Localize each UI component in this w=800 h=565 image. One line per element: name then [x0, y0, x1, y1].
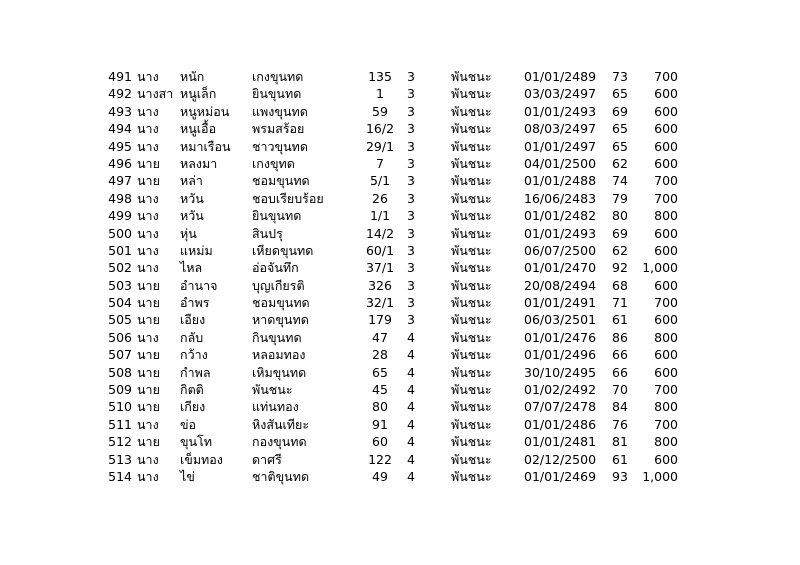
village-name: พันชนะ — [451, 468, 492, 484]
row-number: 508 — [108, 364, 132, 380]
row-number: 503 — [108, 277, 132, 293]
surname: แพงขุนทด — [252, 103, 308, 119]
title-prefix: นาง — [137, 329, 159, 345]
table-row — [0, 68, 800, 85]
village-name: พันชนะ — [451, 260, 492, 276]
title-prefix: นาง — [137, 190, 159, 206]
house-number: 59 — [372, 103, 388, 119]
title-prefix: นาง — [137, 69, 159, 84]
age: 71 — [612, 295, 628, 311]
age: 93 — [612, 468, 628, 484]
first-name: กำพล — [180, 364, 211, 380]
village-name: พันชนะ — [451, 69, 492, 84]
house-number: 1/1 — [369, 208, 391, 224]
allowance-amount: 700 — [654, 69, 678, 84]
allowance-amount: 600 — [654, 155, 678, 171]
village-name: พันชนะ — [451, 399, 492, 415]
birth-date: 01/02/2492 — [524, 382, 597, 398]
birth-date: 03/03/2497 — [524, 86, 597, 102]
age: 84 — [612, 399, 628, 415]
surname: เกงขุนทด — [252, 69, 304, 84]
title-prefix: นาย — [137, 347, 160, 363]
surname: หลอมทอง — [252, 347, 306, 363]
first-name: หล่า — [180, 173, 203, 189]
age: 74 — [612, 173, 628, 189]
allowance-amount: 1,000 — [642, 260, 678, 276]
age: 70 — [612, 382, 628, 398]
table-row — [0, 155, 800, 172]
village-moo: 3 — [407, 155, 415, 171]
title-prefix: นาย — [137, 382, 160, 398]
age: 65 — [612, 138, 628, 154]
village-name: พันชนะ — [451, 382, 492, 398]
row-number: 493 — [108, 103, 132, 119]
house-number: 47 — [372, 329, 388, 345]
village-name: พันชนะ — [451, 208, 492, 224]
village-moo: 4 — [407, 451, 415, 467]
village-moo: 4 — [407, 347, 415, 363]
table-row — [0, 381, 800, 398]
birth-date: 07/07/2478 — [524, 399, 597, 415]
village-name: พันชนะ — [451, 329, 492, 345]
table-row — [0, 398, 800, 415]
row-number: 500 — [108, 225, 132, 241]
table-row — [0, 120, 800, 137]
surname: ชอมขุนทด — [252, 173, 310, 189]
surname: พรมสร้อย — [252, 121, 305, 137]
surname: สินปรุ — [252, 225, 283, 241]
title-prefix: นาย — [137, 312, 160, 328]
table-row — [0, 416, 800, 433]
birth-date: 06/03/2501 — [524, 312, 597, 328]
row-number: 496 — [108, 155, 132, 171]
age: 69 — [612, 225, 628, 241]
title-prefix: นาย — [137, 295, 160, 311]
row-number: 509 — [108, 382, 132, 398]
allowance-amount: 600 — [654, 242, 678, 258]
first-name: ขุนโท — [180, 434, 213, 450]
first-name: ข่อ — [180, 416, 197, 432]
first-name: หนูหม่อน — [180, 103, 230, 119]
allowance-amount: 600 — [654, 103, 678, 119]
house-number: 5/1 — [369, 173, 391, 189]
surname: หาดขุนทด — [252, 312, 309, 328]
first-name: หลงมา — [180, 155, 218, 171]
first-name: ไข่ — [180, 468, 195, 484]
house-number: 122 — [368, 451, 392, 467]
row-number: 501 — [108, 242, 132, 258]
first-name: หวัน — [180, 208, 204, 224]
birth-date: 01/01/2497 — [524, 138, 597, 154]
row-number: 511 — [108, 416, 132, 432]
village-moo: 3 — [407, 242, 415, 258]
birth-date: 01/01/2486 — [524, 416, 597, 432]
first-name: กิตติ — [180, 382, 204, 398]
age: 76 — [612, 416, 628, 432]
allowance-amount: 700 — [654, 382, 678, 398]
house-number: 32/1 — [365, 295, 395, 311]
surname: ยินขุนทด — [252, 208, 302, 224]
birth-date: 01/01/2470 — [524, 260, 597, 276]
village-name: พันชนะ — [451, 138, 492, 154]
age: 86 — [612, 329, 628, 345]
surname: ยินขุนทด — [252, 86, 302, 102]
table-row — [0, 329, 800, 346]
village-name: พันชนะ — [451, 103, 492, 119]
row-number: 504 — [108, 295, 132, 311]
title-prefix: นาย — [137, 155, 160, 171]
first-name: แหม่ม — [180, 242, 213, 258]
first-name: หนูเล็ก — [180, 86, 217, 102]
surname: กองขุนทด — [252, 434, 307, 450]
birth-date: 01/01/2469 — [524, 468, 597, 484]
row-number: 499 — [108, 208, 132, 224]
allowance-amount: 800 — [654, 329, 678, 345]
age: 80 — [612, 208, 628, 224]
house-number: 60 — [372, 434, 388, 450]
row-number: 498 — [108, 190, 132, 206]
birth-date: 16/06/2483 — [524, 190, 597, 206]
table-row — [0, 138, 800, 155]
house-number: 65 — [372, 364, 388, 380]
table-row — [0, 207, 800, 224]
surname: พันชนะ — [252, 382, 293, 398]
village-name: พันชนะ — [451, 347, 492, 363]
title-prefix: นาง — [137, 121, 159, 137]
surname: ชอมขุนทด — [252, 295, 310, 311]
village-moo: 4 — [407, 382, 415, 398]
surname: ชอบเรียบร้อย — [252, 190, 324, 206]
title-prefix: นางสา — [137, 86, 174, 102]
surname: เหิมขุนทด — [252, 364, 307, 380]
first-name: กว้าง — [180, 347, 208, 363]
village-moo: 3 — [407, 277, 415, 293]
house-number: 37/1 — [365, 260, 395, 276]
house-number: 14/2 — [365, 225, 395, 241]
birth-date: 01/01/2491 — [524, 295, 597, 311]
age: 62 — [612, 242, 628, 258]
age: 79 — [612, 190, 628, 206]
house-number: 60/1 — [365, 242, 395, 258]
allowance-amount: 700 — [654, 416, 678, 432]
table-row — [0, 346, 800, 363]
row-number: 505 — [108, 312, 132, 328]
title-prefix: นาง — [137, 260, 159, 276]
age: 92 — [612, 260, 628, 276]
village-name: พันชนะ — [451, 277, 492, 293]
allowance-amount: 800 — [654, 399, 678, 415]
age: 65 — [612, 121, 628, 137]
village-moo: 4 — [407, 364, 415, 380]
title-prefix: นาง — [137, 451, 159, 467]
village-name: พันชนะ — [451, 451, 492, 467]
village-moo: 3 — [407, 225, 415, 241]
allowance-amount: 800 — [654, 208, 678, 224]
title-prefix: นาง — [137, 468, 159, 484]
surname: เกงขุทด — [252, 155, 295, 171]
age: 62 — [612, 155, 628, 171]
village-moo: 4 — [407, 399, 415, 415]
surname: หิงสันเทียะ — [252, 416, 310, 432]
age: 73 — [612, 69, 628, 84]
birth-date: 01/01/2496 — [524, 347, 597, 363]
surname: บุญเกียรติ — [252, 277, 305, 293]
house-number: 91 — [372, 416, 388, 432]
village-moo: 3 — [407, 69, 415, 84]
birth-date: 06/07/2500 — [524, 242, 597, 258]
first-name: หวัน — [180, 190, 204, 206]
title-prefix: นาง — [137, 208, 159, 224]
first-name: อำนาจ — [180, 277, 218, 293]
surname: ชาวขุนทด — [252, 138, 308, 154]
village-name: พันชนะ — [451, 225, 492, 241]
allowance-amount: 600 — [654, 451, 678, 467]
birth-date: 01/01/2488 — [524, 173, 597, 189]
table-row — [0, 451, 800, 468]
first-name: หนัก — [180, 69, 205, 84]
birth-date: 04/01/2500 — [524, 155, 597, 171]
row-number: 514 — [108, 468, 132, 484]
birth-date: 01/01/2476 — [524, 329, 597, 345]
house-number: 29/1 — [365, 138, 395, 154]
village-moo: 3 — [407, 190, 415, 206]
allowance-amount: 800 — [654, 434, 678, 450]
row-number: 502 — [108, 260, 132, 276]
village-moo: 4 — [407, 434, 415, 450]
table-row — [0, 225, 800, 242]
surname: เหียดขุนทด — [252, 242, 314, 258]
village-name: พันชนะ — [451, 434, 492, 450]
title-prefix: นาง — [137, 138, 159, 154]
first-name: หมาเรือน — [180, 138, 231, 154]
title-prefix: นาย — [137, 173, 160, 189]
allowance-amount: 700 — [654, 173, 678, 189]
first-name: เกียง — [180, 399, 206, 415]
title-prefix: นาย — [137, 277, 160, 293]
first-name: อำพร — [180, 295, 210, 311]
village-moo: 3 — [407, 103, 415, 119]
row-number: 510 — [108, 399, 132, 415]
age: 68 — [612, 277, 628, 293]
village-moo: 3 — [407, 121, 415, 137]
birth-date: 01/01/2493 — [524, 225, 597, 241]
village-moo: 3 — [407, 86, 415, 102]
birth-date: 01/01/2481 — [524, 434, 597, 450]
birth-date: 01/01/2489 — [524, 69, 597, 84]
house-number: 1 — [376, 86, 384, 102]
allowance-amount: 1,000 — [642, 468, 678, 484]
village-name: พันชนะ — [451, 86, 492, 102]
table-row — [0, 85, 800, 102]
first-name: หุ่น — [180, 225, 197, 241]
surname: กินขุนทด — [252, 329, 302, 345]
first-name: เข็มทอง — [180, 451, 223, 467]
village-moo: 3 — [407, 138, 415, 154]
birth-date: 01/01/2482 — [524, 208, 597, 224]
table-row — [0, 311, 800, 328]
allowance-amount: 600 — [654, 364, 678, 380]
village-name: พันชนะ — [451, 242, 492, 258]
surname: ดาศรี — [252, 451, 282, 467]
title-prefix: นาย — [137, 434, 160, 450]
surname: แท่นทอง — [252, 399, 299, 415]
village-name: พันชนะ — [451, 364, 492, 380]
village-moo: 4 — [407, 416, 415, 432]
table-row — [0, 364, 800, 381]
row-number: 495 — [108, 138, 132, 154]
village-moo: 4 — [407, 468, 415, 484]
village-moo: 3 — [407, 173, 415, 189]
table-row — [0, 190, 800, 207]
village-name: พันชนะ — [451, 416, 492, 432]
surname: ชาติขุนทด — [252, 468, 310, 484]
house-number: 16/2 — [365, 121, 395, 137]
village-moo: 3 — [407, 295, 415, 311]
village-moo: 4 — [407, 329, 415, 345]
village-name: พันชนะ — [451, 295, 492, 311]
beneficiary-table — [0, 68, 800, 485]
house-number: 49 — [372, 468, 388, 484]
house-number: 7 — [376, 155, 384, 171]
house-number: 45 — [372, 382, 388, 398]
village-name: พันชนะ — [451, 155, 492, 171]
table-row — [0, 103, 800, 120]
age: 61 — [612, 451, 628, 467]
row-number: 497 — [108, 173, 132, 189]
birth-date: 20/08/2494 — [524, 277, 597, 293]
age: 65 — [612, 86, 628, 102]
birth-date: 08/03/2497 — [524, 121, 597, 137]
title-prefix: นาง — [137, 242, 159, 258]
first-name: ไหล — [180, 260, 203, 276]
house-number: 80 — [372, 399, 388, 415]
title-prefix: นาง — [137, 225, 159, 241]
allowance-amount: 600 — [654, 86, 678, 102]
village-moo: 3 — [407, 312, 415, 328]
surname: อ่อจันทึก — [252, 260, 299, 276]
house-number: 28 — [372, 347, 388, 363]
birth-date: 01/01/2493 — [524, 103, 597, 119]
table-row — [0, 294, 800, 311]
village-name: พันชนะ — [451, 121, 492, 137]
row-number: 512 — [108, 434, 132, 450]
village-moo: 3 — [407, 260, 415, 276]
table-row — [0, 259, 800, 276]
house-number: 179 — [368, 312, 392, 328]
table-row — [0, 433, 800, 450]
age: 66 — [612, 347, 628, 363]
age: 81 — [612, 434, 628, 450]
village-name: พันชนะ — [451, 173, 492, 189]
title-prefix: นาย — [137, 399, 160, 415]
title-prefix: นาย — [137, 364, 160, 380]
village-moo: 3 — [407, 208, 415, 224]
house-number: 135 — [368, 69, 392, 84]
table-row — [0, 172, 800, 189]
table-row — [0, 468, 800, 485]
title-prefix: นาง — [137, 103, 159, 119]
village-name: พันชนะ — [451, 312, 492, 328]
age: 61 — [612, 312, 628, 328]
first-name: เอียง — [180, 312, 206, 328]
row-number: 494 — [108, 121, 132, 137]
house-number: 326 — [368, 277, 392, 293]
village-name: พันชนะ — [451, 190, 492, 206]
allowance-amount: 600 — [654, 121, 678, 137]
birth-date: 30/10/2495 — [524, 364, 597, 380]
allowance-amount: 600 — [654, 277, 678, 293]
allowance-amount: 600 — [654, 225, 678, 241]
birth-date: 02/12/2500 — [524, 451, 597, 467]
allowance-amount: 700 — [654, 190, 678, 206]
row-number: 513 — [108, 451, 132, 467]
allowance-amount: 600 — [654, 138, 678, 154]
row-number: 491 — [108, 69, 132, 84]
first-name: กลับ — [180, 329, 204, 345]
allowance-amount: 700 — [654, 295, 678, 311]
row-number: 507 — [108, 347, 132, 363]
row-number: 492 — [108, 86, 132, 102]
age: 69 — [612, 103, 628, 119]
house-number: 26 — [372, 190, 388, 206]
age: 66 — [612, 364, 628, 380]
title-prefix: นาง — [137, 416, 159, 432]
row-number: 506 — [108, 329, 132, 345]
allowance-amount: 600 — [654, 347, 678, 363]
table-row — [0, 277, 800, 294]
allowance-amount: 600 — [654, 312, 678, 328]
first-name: หนูเอื้อ — [180, 121, 217, 137]
table-row — [0, 242, 800, 259]
